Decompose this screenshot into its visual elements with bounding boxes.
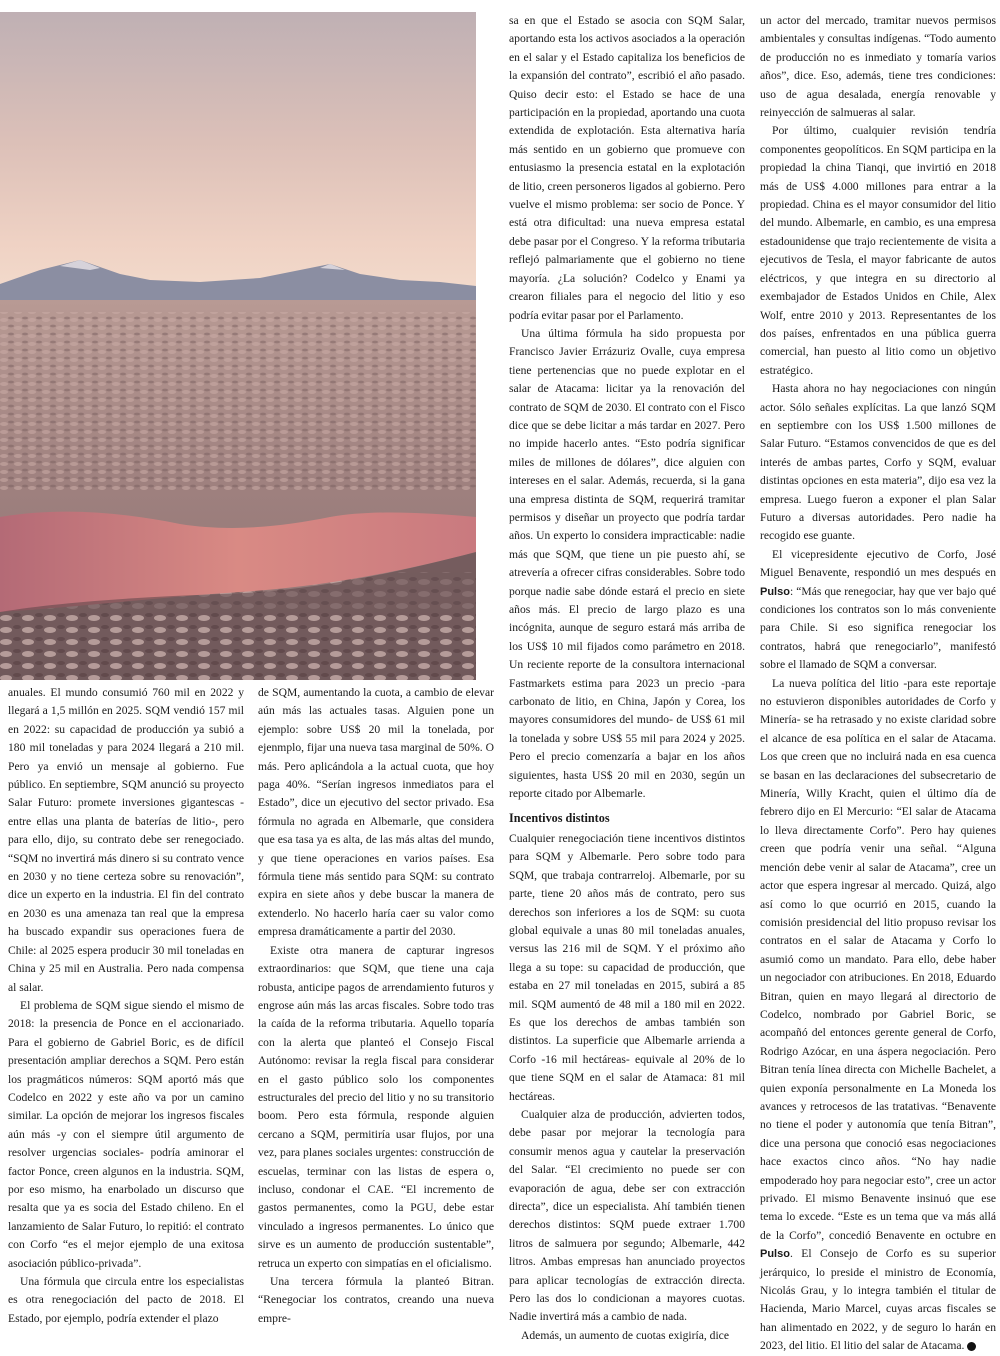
paragraph: de SQM, aumentando la cuota, a cambio de elevar aún más las actuales tasas. Alguien pone un ejemplo: sobre US$ 20 mil la tonelada, por ejenmplo, fijar una nueva tasa marginal de 50%. O más. Pero aplicándola a la actual cuota, que hoy paga 40%. “Serían ingresos inmediatos para el Estado”, dice un ejecutivo del sector privado. Esa fórmula no agrada en Albemarle, que considera que esa tasa ya es alta, de las más altas del mundo, y que tiene operaciones en varios países. Esa fórmula tiene más sentido para SQM: su contrato expira en siete años y debe buscar la manera de extenderlo. No hacerlo haría caer su valor como empresa dramáticamente a partir del 2030. bbox=[258, 686, 494, 939]
paragraph-text: . El Consejo de Corfo es su superior jerárquico, lo preside el ministro de Economía, Nicolás Grau, y lo integra también el titular de Hacienda, Mario Marcel, cuyas arcas fiscales se han alimentado en 2022, y de seguro lo harán en 2023, del litio. El litio del salar de Atacama. bbox=[760, 1247, 996, 1353]
sky bbox=[0, 12, 476, 302]
paragraph-text: El vicepresidente ejecutivo de Corfo, José Miguel Benavente, respondió un mes después en bbox=[760, 547, 996, 580]
section-subheading: Incentivos distintos bbox=[509, 811, 610, 826]
paragraph: anuales. El mundo consumió 760 mil en 2022 y llegará a 1,5 millón en 2025. SQM vendió 157 mil en 2022: su capacidad de producción ya subió a 180 mil toneladas y para 2024 llegará a 210 mil. Pero ya envió un mensaje al gobierno. Fue público. En septiembre, SQM anunció su proyecto Salar Futuro: promete inversiones gigantescas -entre ellas una planta de baterías de litio-, pero para ello, dijo, su contrato debe ser renegociado. “SQM no invertirá más dinero si su contrato vence en 2030 y no tiene certeza sobre su renovación”, dice un experto en la industria. El fin del contrato en 2030 es una amenaza tan real que la empresa ha buscado expandir sus operaciones fuera de Chile: al 2025 espera producir 30 mil toneladas en China y 25 mil en Australia. Pero nada compensa al salar. bbox=[8, 686, 244, 994]
paragraph: Además, un aumento de cuotas exigiría, dice bbox=[521, 1328, 729, 1342]
paragraph: Una fórmula que circula entre los especialistas es otra renegociación del pacto de 2018. El Estado, por ejemplo, podría extender el plazo bbox=[8, 1275, 244, 1325]
paragraph: Una tercera fórmula la planteó Bitran. “Renegociar los contratos, creando una nueva empre- bbox=[258, 1275, 494, 1325]
paragraph: Una última fórmula ha sido propuesta por Francisco Javier Errázuriz Ovalle, cuya empresa tiene pertenencias que no puede explotar en el salar de Atacama: licitar ya la renovación del contrato de SQM de 2030. El contrato con el Fisco dice que se debe licitar a más tardar en 2027. Pero no impide hacerlo antes. “Esto podría significar miles de millones de dólares”, dice alguien con intereses en el salar. Además, recuerda, si la gana una empresa distinta de SQM, requerirá tramitar permisos y diseñar un proyecto que podría tardar años. Un experto lo considera impracticable: nadie más que SQM, que tiene un pie puesto ahí, se atrevería a ofrecer cifras considerables. Sobre todo porque nadie sabe dónde estará el precio en siete años más. El precio de largo plazo es una incógnita, aunque de seguro estará más arriba de los US$ 10 mil fijados como parámetro en 2018. Un reciente reporte de la consultora internacional Fastmarkets estima para 2023 un precio -para carbonato de litio, en China, Japón y Corea, los mayores consumidores del mundo- de US$ 61 mil la tonelada y sobre US$ 55 mil para 2024 y 2025. Pero el precio comenzaría a bajar en los años siguientes, hasta US$ 20 mil en 2030, según un reporte citado por Albemarle. bbox=[509, 326, 745, 801]
paragraph-text: La nueva política del litio -para este reportaje no estuvieron disponibles autoridades de Corfo y Minería- se ha retrasado y no existe claridad sobre el alcance de esa política en el salar de Atacama. Los que creen que no incluirá nada en esa cuenca se basan en las declaraciones del subsecretario de Minería, Willy Kracht, quien el último día de febrero dijo en El Mercurio: “El salar de Atacama lo lleva directamente Corfo”. Pero hay quienes creen que podría venir una señal. “Alguna mención debe venir al salar de Atacama”, cree un actor que espera ingresar al mercado. Quizá, algo así como lo que ocurrió en 2015, cuando la comisión presidencial del litio propuso revisar los contratos en el salar de Atacama y Corfo lo asumió como un mandato. Para ello, debe haber un negociador con atribuciones. En 2018, Eduardo Bitran, quien en mayo llegará al directorio de Codelco, nombrado por Gabriel Boric, se acompañó del entonces gerente general de Corfo, Rodrigo Azócar, en una áspera negociación. Pero Bitran tenía línea directa con Michelle Bachelet, a quien exponía personalmente en La Moneda los avances y retrocesos de las tratativas. “Benavente no tiene el poder y autonomía que tenía Bitran”, dice una persona que conoció esas negociaciones hace exactos cinco años. “No hay nadie empoderado hoy para negociar esto”, cree un actor privado. El mismo Benavente insinuó que ese tema lo excede. “Este es un tema que va más allá de la Corfo”, concedió Benavente en octubre en bbox=[760, 676, 996, 1242]
paragraph: El problema de SQM sigue siendo el mismo de 2018: la presencia de Ponce en el accionariado. Para el gobierno de Gabriel Boric, es de difícil presentación ampliar derechos a SQM. Pero están los pragmáticos números: SQM aportó más que Codelco en 2022 y este año va por un camino similar. La opción de mejorar los ingresos fiscales aún más -y con el siempre útil argumento de resolver urgencias sociales- podría aminorar el factor Ponce, creen algunos en la industria. SQM, por eso mismo, ha enarbolado un discurso que resalta que ya es socia del Estado chileno. En el lanzamiento de Salar Futuro, lo repitió: el contrato con Corfo “es el mejor ejemplo de una exitosa asociación público-privada”. bbox=[8, 998, 244, 1270]
paragraph: Cualquier renegociación tiene incentivos distintos para SQM y Albemarle. Pero sobre todo para SQM, que trabaja contrarreloj. Albemarle, por su parte, tiene 20 años más de contrato, pero sus derechos son inferiores a los de SQM: su cuota global equivale a unas 80 mil toneladas anuales, versus las 216 mil de SQM. Y el próximo año llega a su tope: su capacidad de producción, que estaba en 27 mil toneladas en 2015, subirá a 85 mil. SQM aumentó de 48 mil a 180 mil en 2022. Es que los derechos de ambas también son distintos. La superficie que Albemarle arrienda a Corfo -16 mil hectáreas- equivale al 20% de lo que tiene SQM en el salar de Atamaca: 81 mil hectáreas. bbox=[509, 831, 745, 1103]
paragraph bbox=[760, 675, 996, 1356]
end-of-article-icon: P bbox=[967, 1342, 976, 1351]
paragraph bbox=[760, 546, 996, 675]
article-column-2 bbox=[258, 684, 494, 1328]
paragraph: Existe otra manera de capturar ingresos extraordinarios: que SQM, que tiene una caja robusta, anticipe pagos de arrendamiento futuros y engrose aún más las arcas fiscales. Sobre todo tras la caída de la reforma tributaria. Aquello toparía con la alerta que planteó el Consejo Fiscal Autónomo: revisar la regla fiscal para considerar en el gasto público solo los componentes estructurales del precio del litio y no su transitorio boom. Pero esta fórmula, responde alguien cercano a SQM, permitiría usar flujos, por una vez, para planes sociales urgentes: construcción de escuelas, terminar con las listas de espera o, incluso, condonar el CAE. “El incremento de gastos permanentes, como la PGU, debe estar vinculado a ingresos permanentes. Lo único que sirve es un aumento de producción sustentable”, retruca un experto con simpatías en el oficialismo. bbox=[258, 943, 494, 1270]
publication-name: Pulso bbox=[760, 1248, 790, 1261]
publication-name: Pulso bbox=[760, 585, 790, 598]
paragraph-text: : “Más que renegociar, hay que ver bajo qué condiciones los contratos son lo más conveniente para Chile. Si eso significa renegociar los contratos, habrá que renegociarlo”, manifestó sobre el llamado de SQM a conversar. bbox=[760, 584, 996, 672]
paragraph: Cualquier alza de producción, advierten todos, debe pasar por mejorar la tecnología para consumir menos agua y cautelar la preservación del Salar. “El crecimiento no puede ser con evaporación de agua, debe ser con extracción directa”, dice un especialista. Ahí también tienen derechos distintos: SQM puede extraer 1.700 litros de salmuera por segundo; Albemarle, 442 litros. Ambas empresas han anunciado proyectos para aplicar tecnologías de extracción directa. Pero las dos lo condicionan a mayores cuotas. Nadie invertirá más a cambio de nada. bbox=[509, 1107, 745, 1324]
article-column-4 bbox=[760, 12, 996, 1356]
paragraph: Hasta ahora no hay negociaciones con ningún actor. Sólo señales explícitas. La que lanzó SQM en septiembre con los US$ 1.500 millones de Salar Futuro. “Estamos convencidos de que es del interés de ambas partes, Corfo y SQM, evaluar distintas opciones en esta materia”, dijo esa vez la empresa. Luego fueron a exponer el plan Salar Futuro a diversas autoridades. Pero nadie ha recogido ese guante. bbox=[760, 382, 996, 543]
article-column-1 bbox=[8, 684, 244, 1328]
paragraph: un actor del mercado, tramitar nuevos permisos ambientales y consultas indígenas. “Todo aumento de producción no es inmediato y tomaría varios años”, dice. Eso, además, tiene tres condiciones: uso de agua desalada, energía renovable y reinyección de salmueras al salar. bbox=[760, 14, 996, 120]
article-column-3 bbox=[509, 12, 745, 1345]
paragraph: Por último, cualquier revisión tendría componentes geopolíticos. En SQM participa en la propiedad la china Tianqi, que invirtió en 2018 más de US$ 4.000 millones para entrar a la propiedad. China es el mayor consumidor del litio del mundo. Albemarle, en cambio, es una empresa estadounidense que trajo recientemente de visita a ejecutivos de Tesla, el mayor fabricante de autos eléctricos, y que integra en su directorio al exembajador de Estados Unidos en Chile, Alex Wolf, entre 2010 y 2013. Representantes de los dos países, enfrentados en una pública guerra comercial, han puesto al litio como un objetivo estratégico. bbox=[760, 124, 997, 377]
salt-flat-illustration bbox=[0, 12, 476, 680]
salt-flat-photo bbox=[0, 12, 476, 680]
paragraph: sa en que el Estado se asocia con SQM Salar, aportando esta los activos asociados a la operación en el salar y el Estado capitaliza los beneficios de la expansión del contrato”, escribió el año pasado. Quiso decir esto: el Estado se hace de una participación en la propiedad, aportando una cuota extendida de explotación. Esta alternativa haría más sentido en un gobierno que promueve con entusiasmo la presencia estatal en la explotación de litio, creen personeros ligados al gobierno. Pero vuelve el mismo problema: ser socio de Ponce. Y está otra dificultad: una nueva empresa estatal debe pasar por el Congreso. Y la reforma tributaria reflejó palmariamente que el gobierno no tiene mayoría. ¿La solución? Codelco y Enami ya crearon filiales para el negocio del litio y eso podría evitar pasar por el Parlamento. bbox=[509, 14, 745, 322]
